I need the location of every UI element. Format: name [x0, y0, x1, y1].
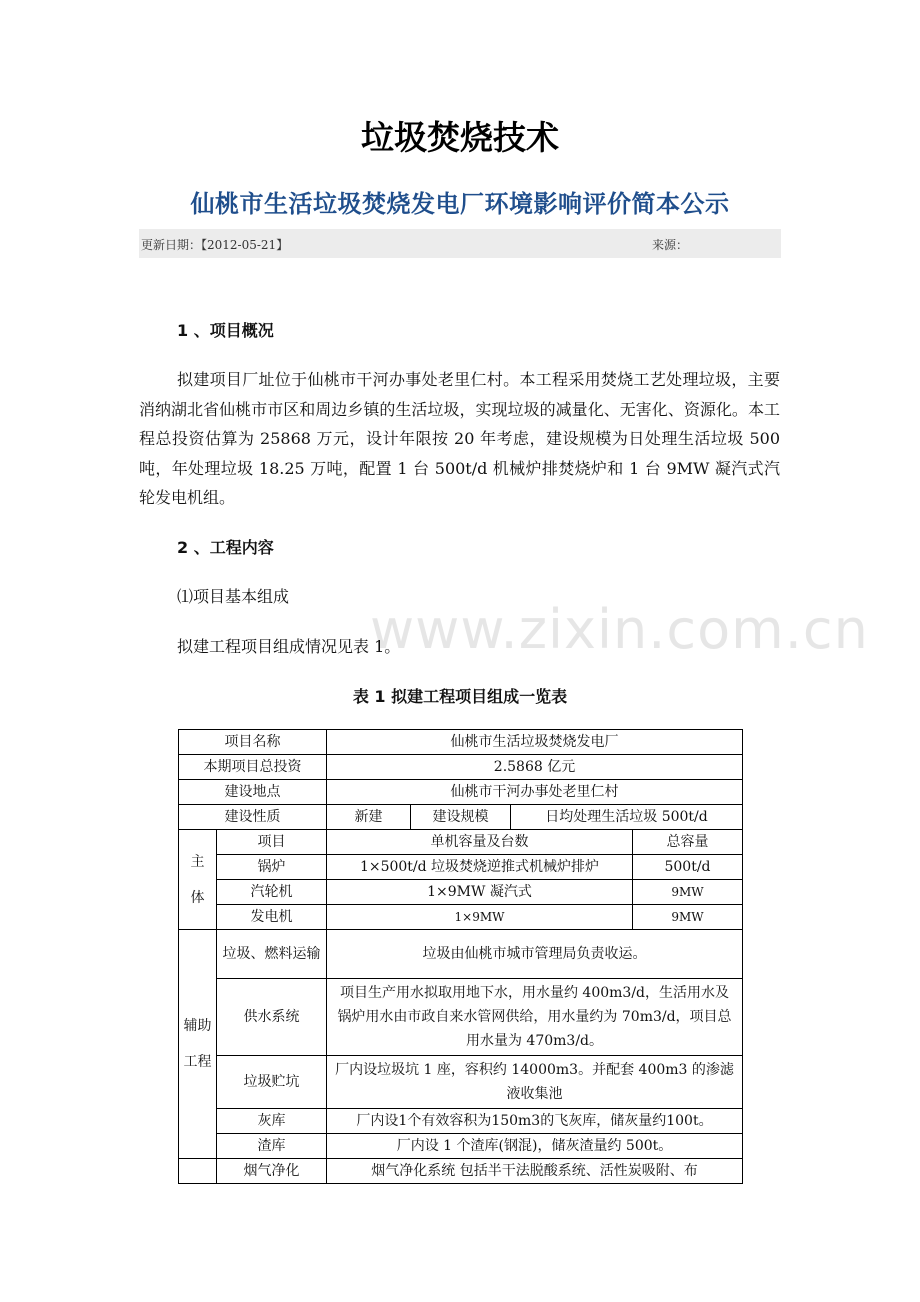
table-cell: 本期项目总投资 — [179, 755, 327, 780]
meta-bar — [139, 229, 781, 258]
table-cell: 锅炉 — [217, 855, 327, 880]
table-row — [179, 1056, 743, 1109]
source-label: 来源： — [652, 238, 689, 252]
table-cell: 厂内设垃圾坑 1 座，容积约 14000m3。并配套 400m3 的渗滤液收集池 — [327, 1056, 743, 1109]
table-row — [179, 930, 743, 979]
table-cell: 烟气净化 — [217, 1159, 327, 1184]
table-cell: 发电机 — [217, 905, 327, 930]
table-cell: 仙桃市生活垃圾焚烧发电厂 — [327, 730, 743, 755]
table-cell — [179, 1159, 217, 1184]
table-row — [179, 1134, 743, 1159]
table-cell: 厂内设 1 个渣库(钢混)，储灰渣量约 500t。 — [327, 1134, 743, 1159]
table-cell: 2.5868 亿元 — [327, 755, 743, 780]
article-subtitle: 仙桃市生活垃圾焚烧发电厂环境影响评价简本公示 — [190, 190, 730, 218]
table-cell: 厂内设1个有效容积为150m3的飞灰库，储灰量约100t。 — [327, 1109, 743, 1134]
table-cell: 供水系统 — [217, 979, 327, 1056]
table-cell: 仙桃市干河办事处老里仁村 — [327, 780, 743, 805]
table-group-cell: 主 体 — [179, 830, 217, 930]
table-row — [179, 830, 743, 855]
section1-paragraph: 拟建项目厂址位于仙桃市干河办事处老里仁村。本工程采用焚烧工艺处理垃圾，主要消纳湖北省仙桃市市区和周边乡镇的生活垃圾，实现垃圾的减量化、无害化、资源化。本工程总投资估算为 25868 万元，设计年限按 20 年考虑，建设规模为日处理生活垃圾 500 吨，年处理垃圾 18.25 万吨，配置 1 台 500t/d 机械炉排焚烧炉和 1 台 9MW 凝汽式汽轮发电机组。 — [139, 370, 780, 507]
table-cell: 9MW — [633, 880, 743, 905]
table-row — [179, 780, 743, 805]
table-cell: 建设性质 — [179, 805, 327, 830]
table-cell: 1×9MW — [327, 905, 633, 930]
table-cell: 垃圾由仙桃市城市管理局负责收运。 — [327, 930, 743, 979]
subsection-heading: ⑴项目基本组成 — [177, 587, 290, 606]
table-cell: 建设地点 — [179, 780, 327, 805]
table-cell: 项目生产用水拟取用地下水，用水量约 400m3/d，生活用水及锅炉用水由市政自来水管网供给，用水量约为 70m3/d，项目总用水量为 470m3/d。 — [327, 979, 743, 1056]
table-cell: 1×500t/d 垃圾焚烧逆推式机械炉排炉 — [327, 855, 633, 880]
table-row — [179, 855, 743, 880]
table-cell: 日均处理生活垃圾 500t/d — [511, 805, 743, 830]
table-row — [179, 805, 743, 830]
table-cell: 渣库 — [217, 1134, 327, 1159]
table-cell: 项目 — [217, 830, 327, 855]
watermark: www.zixin.com.cn — [370, 598, 869, 661]
table-row — [179, 1159, 743, 1184]
table-row — [179, 979, 743, 1056]
table-cell: 500t/d — [633, 855, 743, 880]
table-cell: 垃圾、燃料运输 — [217, 930, 327, 979]
table-cell: 汽轮机 — [217, 880, 327, 905]
table-group-cell: 辅助 工程 — [179, 930, 217, 1159]
page-title: 垃圾焚烧技术 — [361, 118, 559, 157]
table-row — [179, 730, 743, 755]
section1-heading: 1 、项目概况 — [177, 321, 274, 340]
table-cell: 项目名称 — [179, 730, 327, 755]
table-row — [179, 755, 743, 780]
table-cell: 垃圾贮坑 — [217, 1056, 327, 1109]
table-cell: 新建 — [327, 805, 411, 830]
table-cell: 总容量 — [633, 830, 743, 855]
table-row — [179, 905, 743, 930]
intro-line: 拟建工程项目组成情况见表 1。 — [177, 637, 401, 656]
table-cell: 9MW — [633, 905, 743, 930]
table-cell: 灰库 — [217, 1109, 327, 1134]
table-cell: 烟气净化系统 包括半干法脱酸系统、活性炭吸附、布 — [327, 1159, 743, 1184]
table-cell: 1×9MW 凝汽式 — [327, 880, 633, 905]
section2-heading: 2 、工程内容 — [177, 538, 274, 557]
table-cell: 建设规模 — [411, 805, 511, 830]
table-row — [179, 880, 743, 905]
update-date: 更新日期：【2012-05-21】 — [141, 238, 289, 252]
table-row — [179, 1109, 743, 1134]
table-cell: 单机容量及台数 — [327, 830, 633, 855]
project-composition-table — [178, 729, 743, 1184]
table-caption: 表 1 拟建工程项目组成一览表 — [352, 687, 568, 706]
